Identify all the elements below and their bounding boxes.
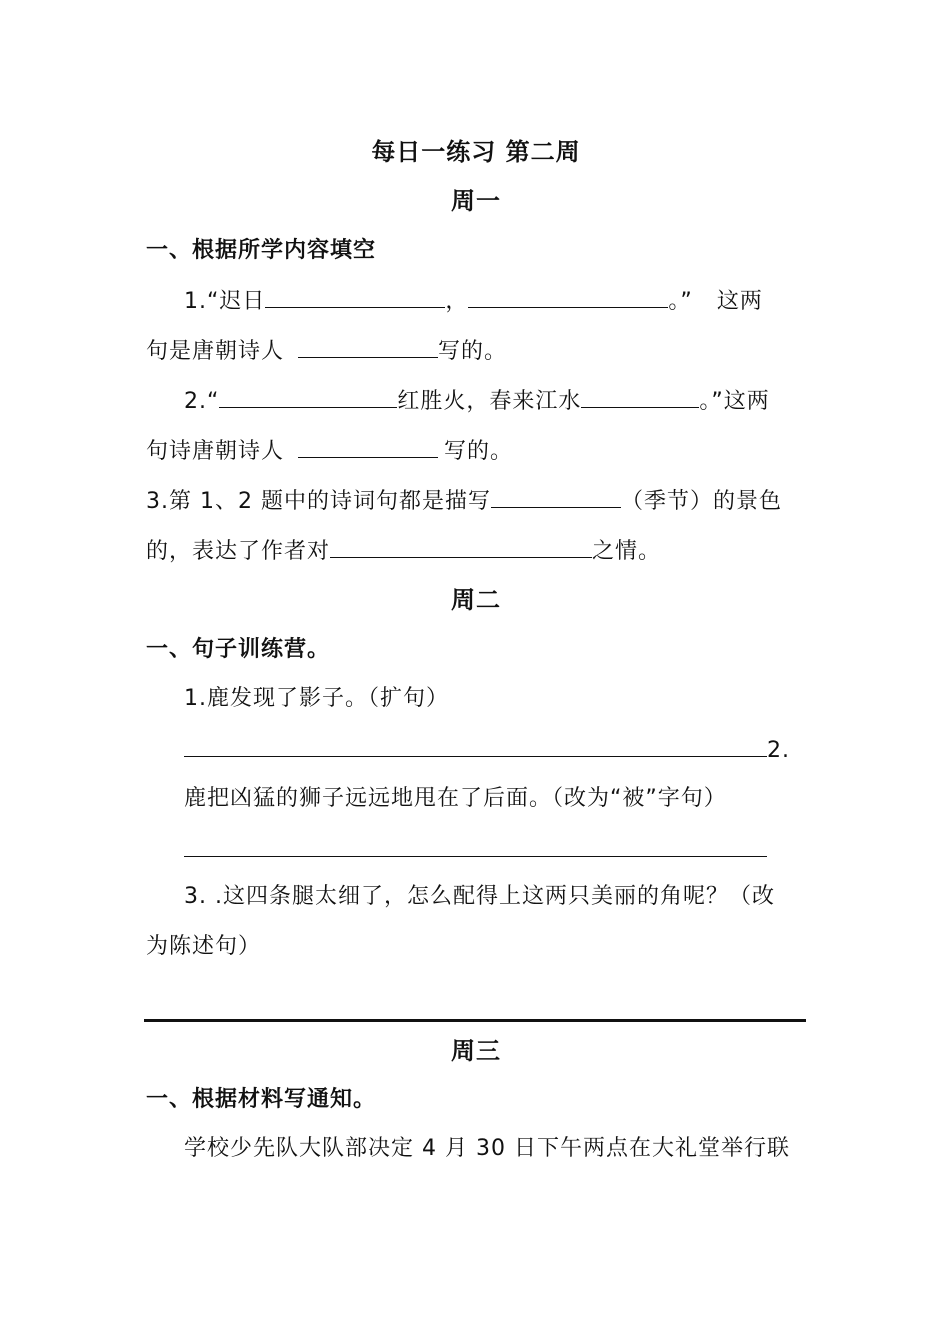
tuesday-answer-line-1 [184,734,806,766]
tuesday-q2-number: 2. [767,738,790,763]
monday-q2-line2 [146,435,806,467]
q2-middle: 红胜火，春来江水 [397,389,582,414]
q1-poet-label: 句是唐朝诗人 [146,339,285,364]
q2-prefix: 2.“ [184,389,220,414]
monday-q3-line2 [146,535,806,567]
monday-q2-line1 [184,385,806,417]
wednesday-section-title: 一、根据材料写通知。 [146,1087,377,1112]
tuesday-answer-line-2 [184,834,806,866]
fill-blank[interactable] [265,285,445,308]
monday-q1-line2 [146,335,806,367]
q1-tail: 这两 [716,289,763,314]
fill-blank[interactable] [298,435,438,458]
monday-section-title: 一、根据所学内容填空 [146,238,377,263]
wednesday-paragraph: 学校少先队大队部决定 4 月 30 日下午两点在大礼堂举行联 [184,1136,790,1161]
fill-blank[interactable] [330,535,592,558]
answer-blank[interactable] [184,734,767,757]
fill-blank[interactable] [219,385,397,408]
fill-blank[interactable] [581,385,699,408]
worksheet-title: 每日一练习 第二周 [371,138,581,166]
q1-comma: ， [445,289,469,314]
fill-blank[interactable] [468,285,668,308]
tuesday-q3-line2: 为陈述句） [146,934,262,959]
q1-end-quote: 。” [668,289,693,314]
tuesday-q1: 1.鹿发现了影子。（扩句） [184,686,449,711]
fill-blank[interactable] [298,335,438,358]
q1-suffix: 写的。 [438,339,508,364]
q3-line2-prefix: 的，表达了作者对 [146,539,331,564]
q1-prefix: 1.“迟日 [184,289,266,314]
tuesday-heading: 周二 [451,586,501,614]
q2-end: 。”这两 [699,389,770,414]
monday-q3-line1 [146,485,806,517]
fill-blank[interactable] [491,485,621,508]
monday-heading: 周一 [451,187,501,215]
q3-season: （季节）的景色 [620,489,782,514]
q2-suffix: 写的。 [444,439,514,464]
wednesday-heading: 周三 [451,1037,501,1065]
q2-poet-label: 句诗唐朝诗人 [146,439,285,464]
tuesday-section-title: 一、句子训练营。 [146,637,331,662]
q3-suffix: 之情。 [592,539,662,564]
q3-prefix: 3.第 1、2 题中的诗词句都是描写 [146,489,491,514]
tuesday-q3-line1: 3. .这四条腿太细了，怎么配得上这两只美丽的角呢？（改 [184,884,775,909]
tuesday-q2: 鹿把凶猛的狮子远远地甩在了后面。（改为“被”字句） [184,786,727,811]
monday-q1-line1 [184,285,806,317]
answer-blank[interactable] [184,834,767,857]
section-divider [144,1019,806,1022]
